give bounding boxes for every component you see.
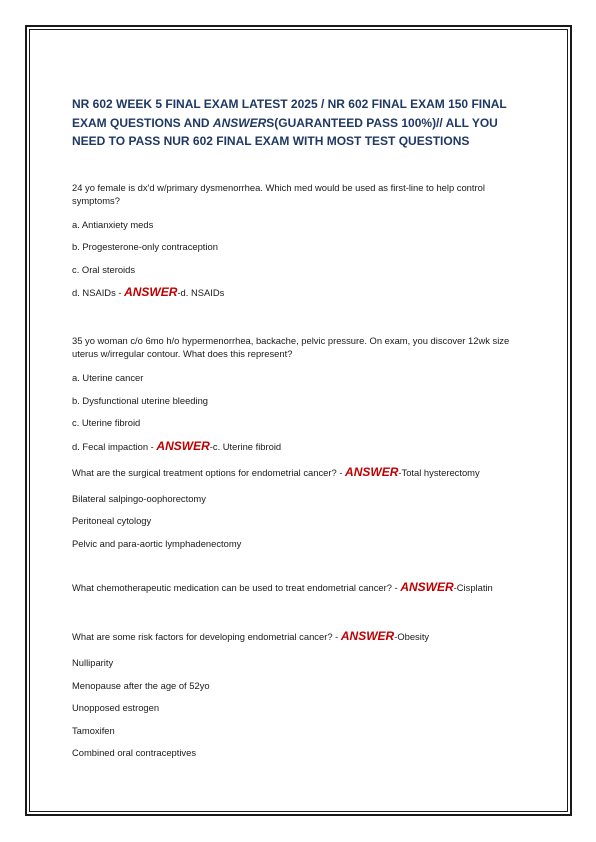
q5-answer: -Obesity xyxy=(394,631,430,642)
q2-option-d-text: d. Fecal impaction - xyxy=(72,441,157,452)
q2-option-c: c. Uterine fibroid xyxy=(72,417,141,428)
q1-question: 24 yo female is dx'd w/primary dysmenorrhea. Which med would be used as first-line to help control symptoms? xyxy=(72,182,485,206)
q5-answer-item: Tamoxifen xyxy=(72,725,115,736)
answer-marker: ANSWER xyxy=(124,285,178,299)
q1-option-d-text: d. NSAIDs - xyxy=(72,287,125,298)
q5-question-text: What are some risk factors for developing endometrial cancer? - xyxy=(72,631,341,642)
q1-option-c: c. Oral steroids xyxy=(72,264,136,275)
document-title xyxy=(72,95,532,151)
q3-answer-item: Bilateral salpingo-oophorectomy xyxy=(72,493,206,504)
q4-question xyxy=(72,581,493,594)
q2-option-a: a. Uterine cancer xyxy=(72,372,144,383)
q2-question: 35 yo woman c/o 6mo h/o hypermenorrhea, backache, pelvic pressure. On exam, you discover 12wk size uterus w/irregular contour. What does this represent? xyxy=(72,335,510,359)
answer-marker: ANSWER xyxy=(340,629,395,643)
q5-answer-item: Menopause after the age of 52yo xyxy=(72,680,210,691)
q5-answer-item: Combined oral contraceptives xyxy=(72,747,197,758)
q3-question xyxy=(72,466,480,479)
q2-option-b: b. Dysfunctional uterine bleeding xyxy=(72,395,209,406)
answer-marker: ANSWER xyxy=(400,580,454,594)
q2-answer: -c. Uterine fibroid xyxy=(209,441,282,452)
q4-answer: -Cisplatin xyxy=(453,582,493,593)
q4-question-text: What chemotherapeutic medication can be used to treat endometrial cancer? - xyxy=(72,582,401,593)
q5-answer-item: Unopposed estrogen xyxy=(72,702,160,713)
q3-answer: -Total hysterectomy xyxy=(398,467,480,478)
title-part-2: ANSWER xyxy=(212,115,267,130)
q5-answer-item: Nulliparity xyxy=(72,657,114,668)
q1-option-b: b. Progesterone-only contraception xyxy=(72,241,218,252)
answer-marker: ANSWER xyxy=(345,465,399,479)
q1-option-d xyxy=(72,286,224,299)
q3-answer-item: Peritoneal cytology xyxy=(72,515,152,526)
q1-option-a: a. Antianxiety meds xyxy=(72,219,154,230)
title-part-3: S(GUARANTEED PASS 100%)// ALL YOU NEED TO PASS NUR 602 FINAL EXAM WITH MOST TEST QUESTIONS xyxy=(72,115,498,148)
answer-marker: ANSWER xyxy=(156,439,210,453)
q2-option-d xyxy=(72,440,281,453)
q1-answer: -d. NSAIDs xyxy=(177,287,225,298)
q5-question xyxy=(72,630,429,643)
q3-answer-item: Pelvic and para-aortic lymphadenectomy xyxy=(72,538,242,549)
title-part-1: NR 602 WEEK 5 FINAL EXAM LATEST 2025 / NR 602 FINAL EXAM 150 FINAL EXAM QUESTIONS AND xyxy=(72,97,507,130)
q3-question-text: What are the surgical treatment options for endometrial cancer? - xyxy=(72,467,346,478)
